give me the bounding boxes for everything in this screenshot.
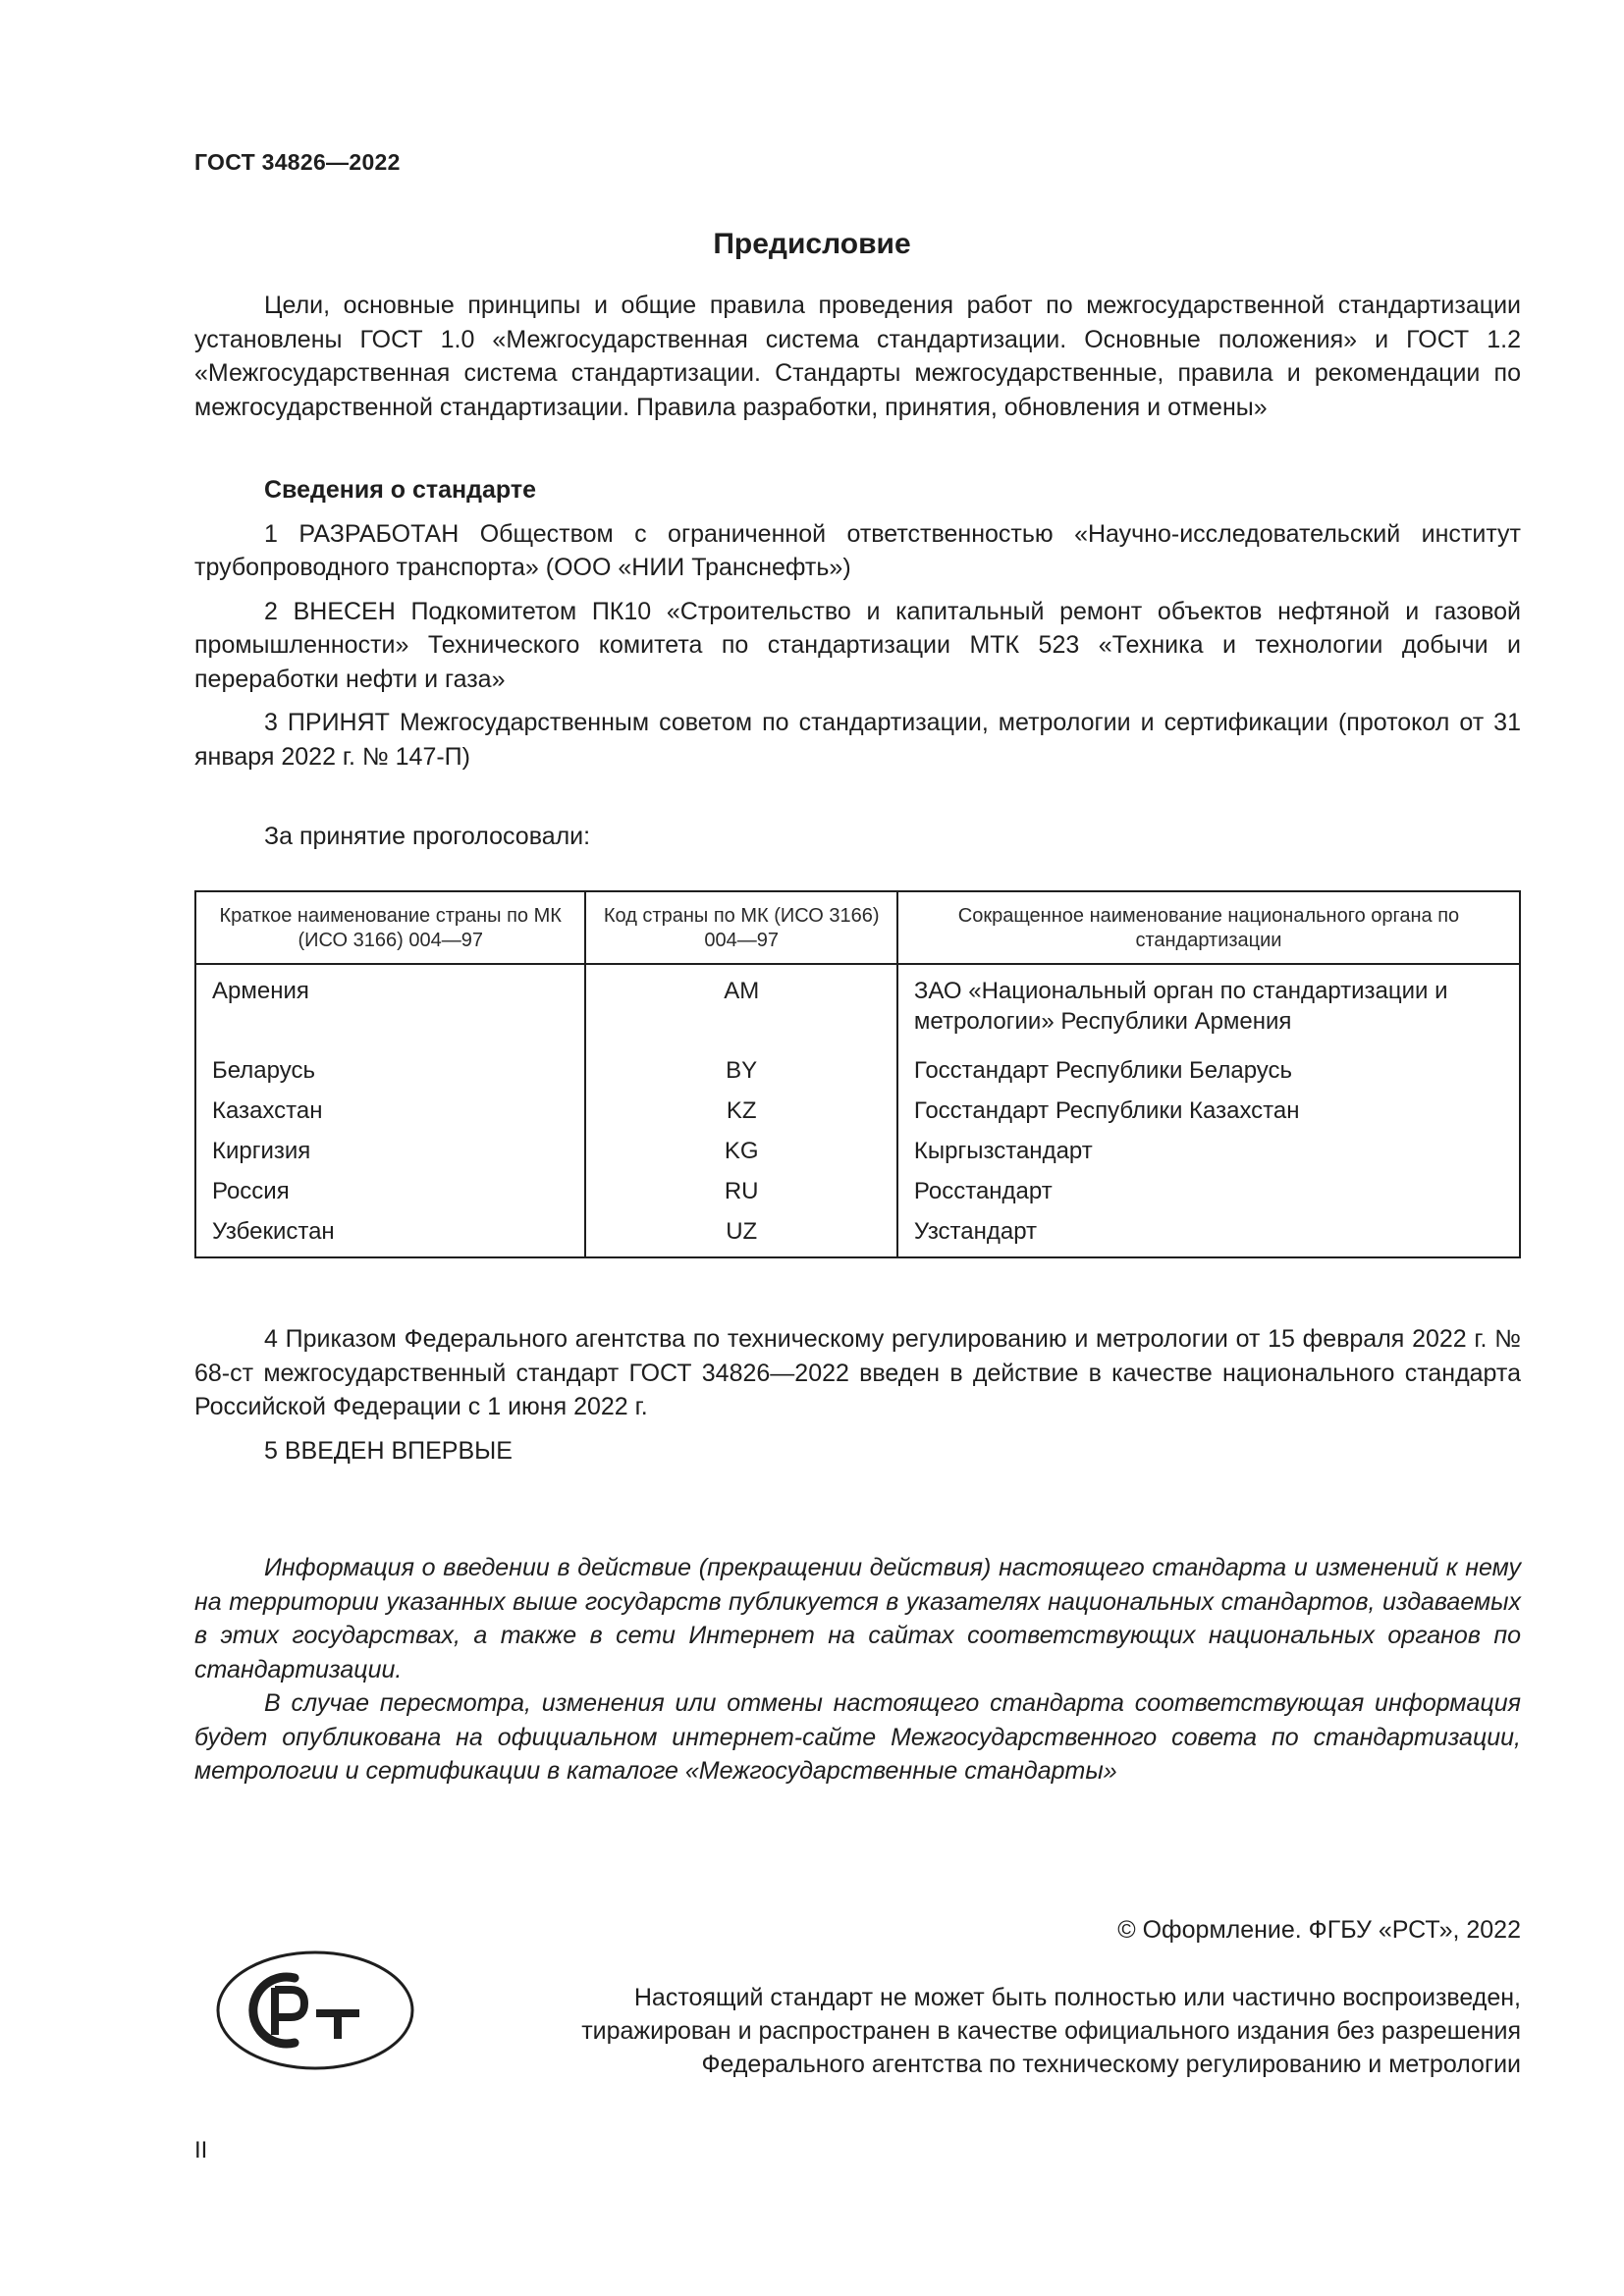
- body-cell: Кыргызстандарт: [897, 1131, 1520, 1171]
- standard-info-block: [194, 473, 1521, 774]
- table-row: [195, 1091, 1520, 1131]
- enactment-block: [194, 1322, 1521, 1468]
- item-1-developed: 1 РАЗРАБОТАН Обществом с ограниченной ответственностью «Научно-исследовательский институт трубопроводного транспорта» (ООО «НИИ Транснефть»): [194, 519, 1521, 581]
- country-cell: Беларусь: [195, 1050, 585, 1091]
- body-cell: ЗАО «Национальный орган по стандартизации и метрологии» Республики Армения: [897, 964, 1520, 1050]
- body-cell: Росстандарт: [897, 1171, 1520, 1211]
- table-header-code: Код страны по МК (ИСО 3166) 004—97: [585, 891, 896, 964]
- body-cell: Госстандарт Республики Беларусь: [897, 1050, 1520, 1091]
- standard-code-header: ГОСТ 34826—2022: [194, 149, 401, 175]
- table-row: [195, 1211, 1520, 1257]
- body-cell: Госстандарт Республики Казахстан: [897, 1091, 1520, 1131]
- table-header-country: Краткое наименование страны по МК (ИСО 3166) 004—97: [195, 891, 585, 964]
- table-row: [195, 964, 1520, 1050]
- copyright-notice: © Оформление. ФГБУ «РСТ», 2022: [1117, 1916, 1521, 1944]
- item-2-introduced: 2 ВНЕСЕН Подкомитетом ПК10 «Строительство и капитальный ремонт объектов нефтяной и газовой промышленности» Технического комитета по стандартизации МТК 523 «Техника и технологии добычи и переработки нефти и газа»: [194, 597, 1521, 693]
- country-cell: Армения: [195, 964, 585, 1050]
- code-cell: RU: [585, 1171, 896, 1211]
- publication-info-block: [194, 1551, 1521, 1789]
- code-cell: KZ: [585, 1091, 896, 1131]
- intro-paragraph: Цели, основные принципы и общие правила проведения работ по межгосударственной стандартизации установлены ГОСТ 1.0 «Межгосударственная система стандартизации. Основные положения» и ГОСТ 1.2 «Межгосударственная система стандартизации. Стандарты межгосударственные, правила и рекомендации по межгосударственной стандартизации. Правила разработки, принятия, обновления и отмены»: [194, 292, 1521, 421]
- item-5-first-introduced: 5 ВВЕДЕН ВПЕРВЫЕ: [264, 1436, 513, 1465]
- notice-line: Настоящий стандарт не может быть полностью или частично воспроизведен,: [633, 1984, 1521, 2011]
- country-cell: Россия: [195, 1171, 585, 1211]
- item-4-order: 4 Приказом Федерального агентства по техническому регулированию и метрологии от 15 февраля 2022 г. № 68-ст межгосударственный стандарт ГОСТ 34826—2022 введен в действие в качестве национального стандарта Российской Федерации с 1 июня 2022 г.: [194, 1325, 1521, 1420]
- code-cell: BY: [585, 1050, 896, 1091]
- page-title: Предисловие: [713, 228, 911, 260]
- item-3-adopted: 3 ПРИНЯТ Межгосударственным советом по стандартизации, метрологии и сертификации (протокол от 31 января 2022 г. № 147-П): [194, 709, 1521, 771]
- reproduction-notice: [460, 1981, 1521, 2081]
- body-cell: Узстандарт: [897, 1211, 1520, 1257]
- table-row: [195, 1171, 1520, 1211]
- page-number: II: [194, 2137, 208, 2163]
- country-cell: Узбекистан: [195, 1211, 585, 1257]
- code-cell: KG: [585, 1131, 896, 1171]
- intro-block: [194, 289, 1521, 424]
- voting-table: [194, 890, 1521, 1258]
- publication-info-paragraph: Информация о введении в действие (прекращении действия) настоящего стандарта и изменений к нему на территории указанных выше государств публикуется в указателях национальных стандартов, издаваемых в этих государствах, а также в сети Интернет на сайтах соответствующих национальных органов по стандартизации.: [194, 1554, 1521, 1683]
- table-row: [195, 1050, 1520, 1091]
- revision-info-paragraph: В случае пересмотра, изменения или отмены настоящего стандарта соответствующая информация будет опубликована на официальном интернет-сайте Межгосударственного совета по стандартизации, метрологии и сертификации в каталоге «Межгосударственные стандарты»: [194, 1689, 1521, 1785]
- table-header-body: Сокращенное наименование национального органа по стандартизации: [897, 891, 1520, 964]
- notice-line: тиражирован и распространен в качестве официального издания без разрешения: [581, 2017, 1521, 2045]
- table-row: [195, 1131, 1520, 1171]
- code-cell: UZ: [585, 1211, 896, 1257]
- rst-logo-icon: [214, 1949, 416, 2072]
- voted-label-block: [194, 820, 1521, 854]
- voted-label: За принятие проголосовали:: [264, 823, 591, 850]
- country-cell: Киргизия: [195, 1131, 585, 1171]
- notice-line: Федерального агентства по техническому регулированию и метрологии: [701, 2051, 1521, 2078]
- section-heading: Сведения о стандарте: [264, 476, 537, 504]
- country-cell: Казахстан: [195, 1091, 585, 1131]
- code-cell: AM: [585, 964, 896, 1050]
